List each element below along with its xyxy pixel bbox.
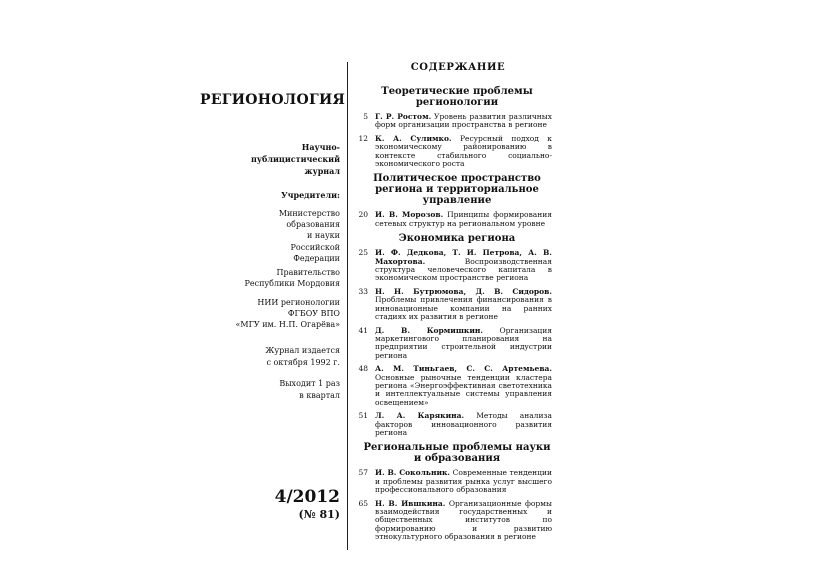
contents-title: СОДЕРЖАНИЕ (410, 62, 506, 73)
founder-line: Министерство (278, 209, 340, 218)
issue-number: (№ 81) (298, 508, 340, 521)
founder-government (200, 267, 340, 289)
founder-line: образования (286, 220, 340, 230)
page-number: 48 (358, 364, 368, 374)
journal-title: РЕГИОНОЛОГИЯ (200, 92, 346, 108)
entry-title: Современные тенденции и проблемы развития рынка услуг высшего профессионального образования (375, 468, 552, 495)
entry-author: И. В. Морозов. (375, 210, 444, 220)
founder-line: НИИ регионологии (257, 298, 340, 307)
founder-line: Федерации (293, 253, 340, 263)
entry-author: Д. В. Кормишкин. (375, 325, 483, 335)
entry-text (375, 249, 552, 283)
founder-ministry (200, 208, 340, 264)
toc-entry[interactable] (356, 249, 552, 283)
section-title: Теоретические проблемы регионологии (381, 86, 533, 108)
toc-entry[interactable] (356, 135, 552, 169)
page-number: 33 (358, 286, 368, 296)
section-title: Региональные проблемы науки и образования (363, 442, 551, 465)
toc-entry[interactable] (356, 288, 552, 322)
page-number: 41 (358, 325, 368, 335)
frequency-line: в квартал (299, 390, 340, 400)
founder-institute (200, 297, 340, 331)
founder-line: «МГУ им. Н.П. Огарёва» (235, 320, 340, 330)
toc-entry[interactable] (356, 365, 552, 407)
entry-author: Н. Н. Бутрюмова, Д. В. Сидоров. (375, 286, 552, 296)
entry-text (375, 412, 552, 437)
journal-type-line: Научно- (301, 142, 340, 152)
entry-text (375, 135, 552, 169)
founder-line: Правительство (276, 268, 340, 277)
journal-type-line: публицистический (251, 154, 340, 164)
publication-frequency (200, 378, 340, 401)
page-number: 65 (358, 498, 368, 508)
page-number: 51 (358, 411, 368, 421)
toc-entry[interactable] (356, 327, 552, 361)
table-of-contents (356, 62, 552, 547)
page-number: 5 (363, 112, 368, 121)
entry-title: Ресурсный подход к экономическому районированию в контексте стабильного социально-экономического роста (375, 133, 552, 169)
page-number: 25 (358, 248, 368, 258)
entry-text (375, 113, 552, 130)
section-title: Политическое пространство региона и территориальное управление (373, 173, 541, 207)
toc-entry[interactable] (356, 500, 552, 542)
section-title: Экономика региона (398, 233, 516, 245)
entry-title: Основные рыночные тенденции кластера региона «Энергоэффективная светотехника и интеллектуальные системы управления освещением» (375, 372, 552, 407)
entry-title: Организация маркетингового планирования на предприятии строительной индустрии региона (375, 325, 552, 360)
founder-line: и науки (306, 231, 340, 241)
issue-label: 4/2012 (274, 487, 340, 507)
journal-type-line: журнал (304, 166, 340, 176)
page-number: 57 (358, 468, 368, 478)
entry-author: Г. Р. Ростом. (375, 112, 432, 121)
entry-title: Воспроизводственная структура человеческого капитала в экономическом пространстве региона (375, 256, 552, 283)
journal-type (200, 141, 340, 177)
entry-text (375, 327, 552, 361)
column-divider (347, 62, 348, 550)
toc-entry[interactable] (356, 211, 552, 228)
page-number: 12 (358, 133, 368, 143)
entry-text (375, 500, 552, 542)
toc-entry[interactable] (356, 412, 552, 437)
entry-text (375, 211, 552, 228)
entry-author: Л. А. Карякина. (375, 411, 465, 421)
founder-line: Российской (290, 242, 340, 252)
entry-text (375, 288, 552, 322)
entry-author: И. Ф. Дедкова, Т. И. Петрова, А. В. Махортова. (375, 248, 552, 266)
entry-author: И. В. Сокольник. (375, 468, 451, 478)
page-number: 20 (358, 210, 368, 220)
entry-title: Принципы формирования сетевых структур на региональном уровне (375, 210, 552, 228)
entry-title: Методы анализа факторов инновационного развития региона (375, 411, 552, 437)
founder-line: ФГБОУ ВПО (287, 309, 340, 319)
founder-line: Республики Мордовия (244, 279, 340, 289)
toc-entry[interactable] (356, 113, 552, 130)
frequency-line: Выходит 1 раз (279, 379, 340, 388)
entry-title: Организационные формы взаимодействия государственных и общественных институтов по формированию и развитию этнокультурного образования в регионе (375, 498, 552, 542)
entry-title: Проблемы привлечения финансирования в инновационные компании на ранних стадиях их развития в регионе (375, 295, 552, 322)
entry-author: К. А. Сулимко. (375, 133, 452, 143)
entry-title: Уровень развития различных форм организации пространства в регионе (375, 112, 552, 130)
published-since (200, 345, 340, 368)
entry-text (375, 469, 552, 494)
founders-label: Учредители: (281, 190, 340, 200)
entry-text (375, 365, 552, 407)
entry-author: А. М. Тиньгаев, С. С. Артемьева. (375, 364, 552, 374)
since-line: с октября 1992 г. (266, 357, 340, 367)
since-line: Журнал издается (265, 346, 340, 355)
toc-entry[interactable] (356, 469, 552, 494)
entry-author: Н. В. Ившкина. (375, 498, 446, 508)
